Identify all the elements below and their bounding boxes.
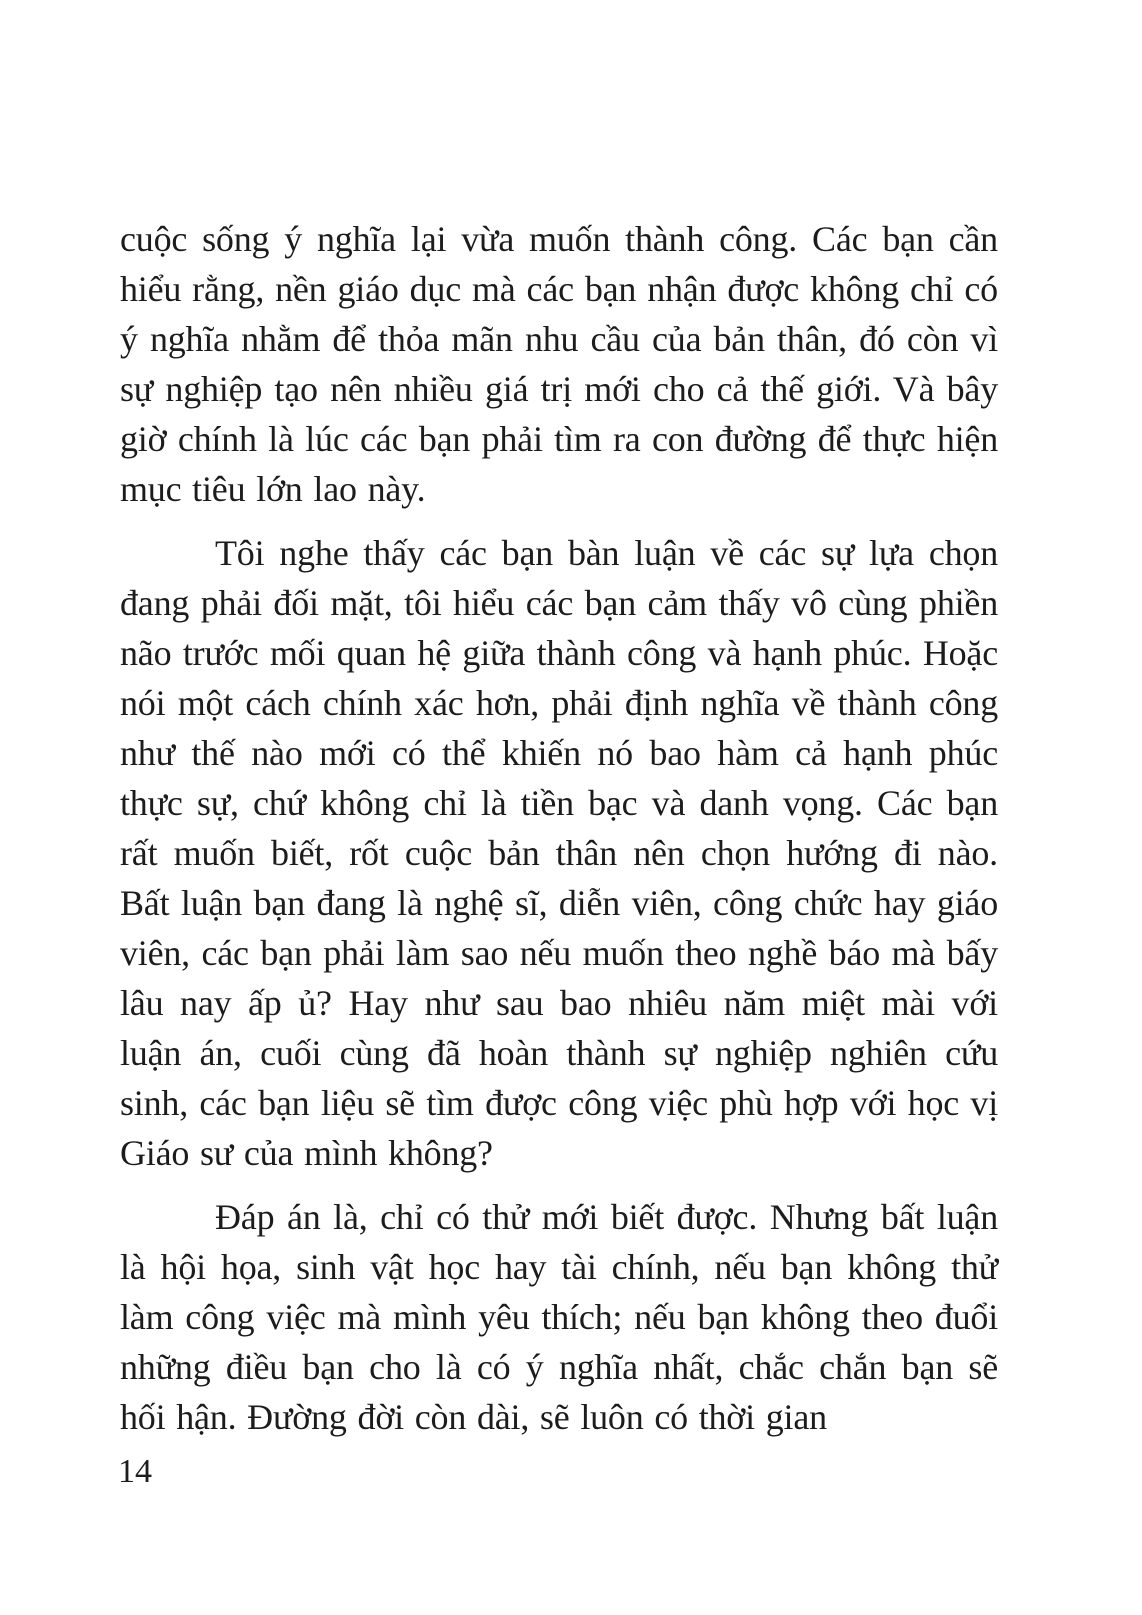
paragraph-continuation: cuộc sống ý nghĩa lại vừa muốn thành công. Các bạn cần hiểu rằng, nền giáo dục mà các bạn nhận được không chỉ có ý nghĩa nhằm để thỏa mãn nhu cầu của bản thân, đó còn vì sự nghiệp tạo nên nhiều giá trị mới cho cả thế giới. Và bây giờ chính là lúc các bạn phải tìm ra con đường để thực hiện mục tiêu lớn lao này. [120,219,998,509]
paragraph: Đáp án là, chỉ có thử mới biết được. Nhưng bất luận là hội họa, sinh vật học hay tài chính, nếu bạn không thử làm công việc mà mình yêu thích; nếu bạn không theo đuổi những điều bạn cho là có ý nghĩa nhất, chắc chắn bạn sẽ hối hận. Đường đời còn dài, sẽ luôn có thời gian [120,1197,998,1437]
page-footer [118,1452,152,1492]
page-body-text [120,214,998,1456]
paragraph: Tôi nghe thấy các bạn bàn luận về các sự lựa chọn đang phải đối mặt, tôi hiểu các bạn cảm thấy vô cùng phiền não trước mối quan hệ giữa thành công và hạnh phúc. Hoặc nói một cách chính xác hơn, phải định nghĩa về thành công như thế nào mới có thể khiến nó bao hàm cả hạnh phúc thực sự, chứ không chỉ là tiền bạc và danh vọng. Các bạn rất muốn biết, rốt cuộc bản thân nên chọn hướng đi nào. Bất luận bạn đang là nghệ sĩ, diễn viên, công chức hay giáo viên, các bạn phải làm sao nếu muốn theo nghề báo mà bấy lâu nay ấp ủ? Hay như sau bao nhiêu năm miệt mài với luận án, cuối cùng đã hoàn thành sự nghiệp nghiên cứu sinh, các bạn liệu sẽ tìm được công việc phù hợp với học vị Giáo sư của mình không? [120,533,998,1173]
page-number: 14 [118,1453,152,1490]
